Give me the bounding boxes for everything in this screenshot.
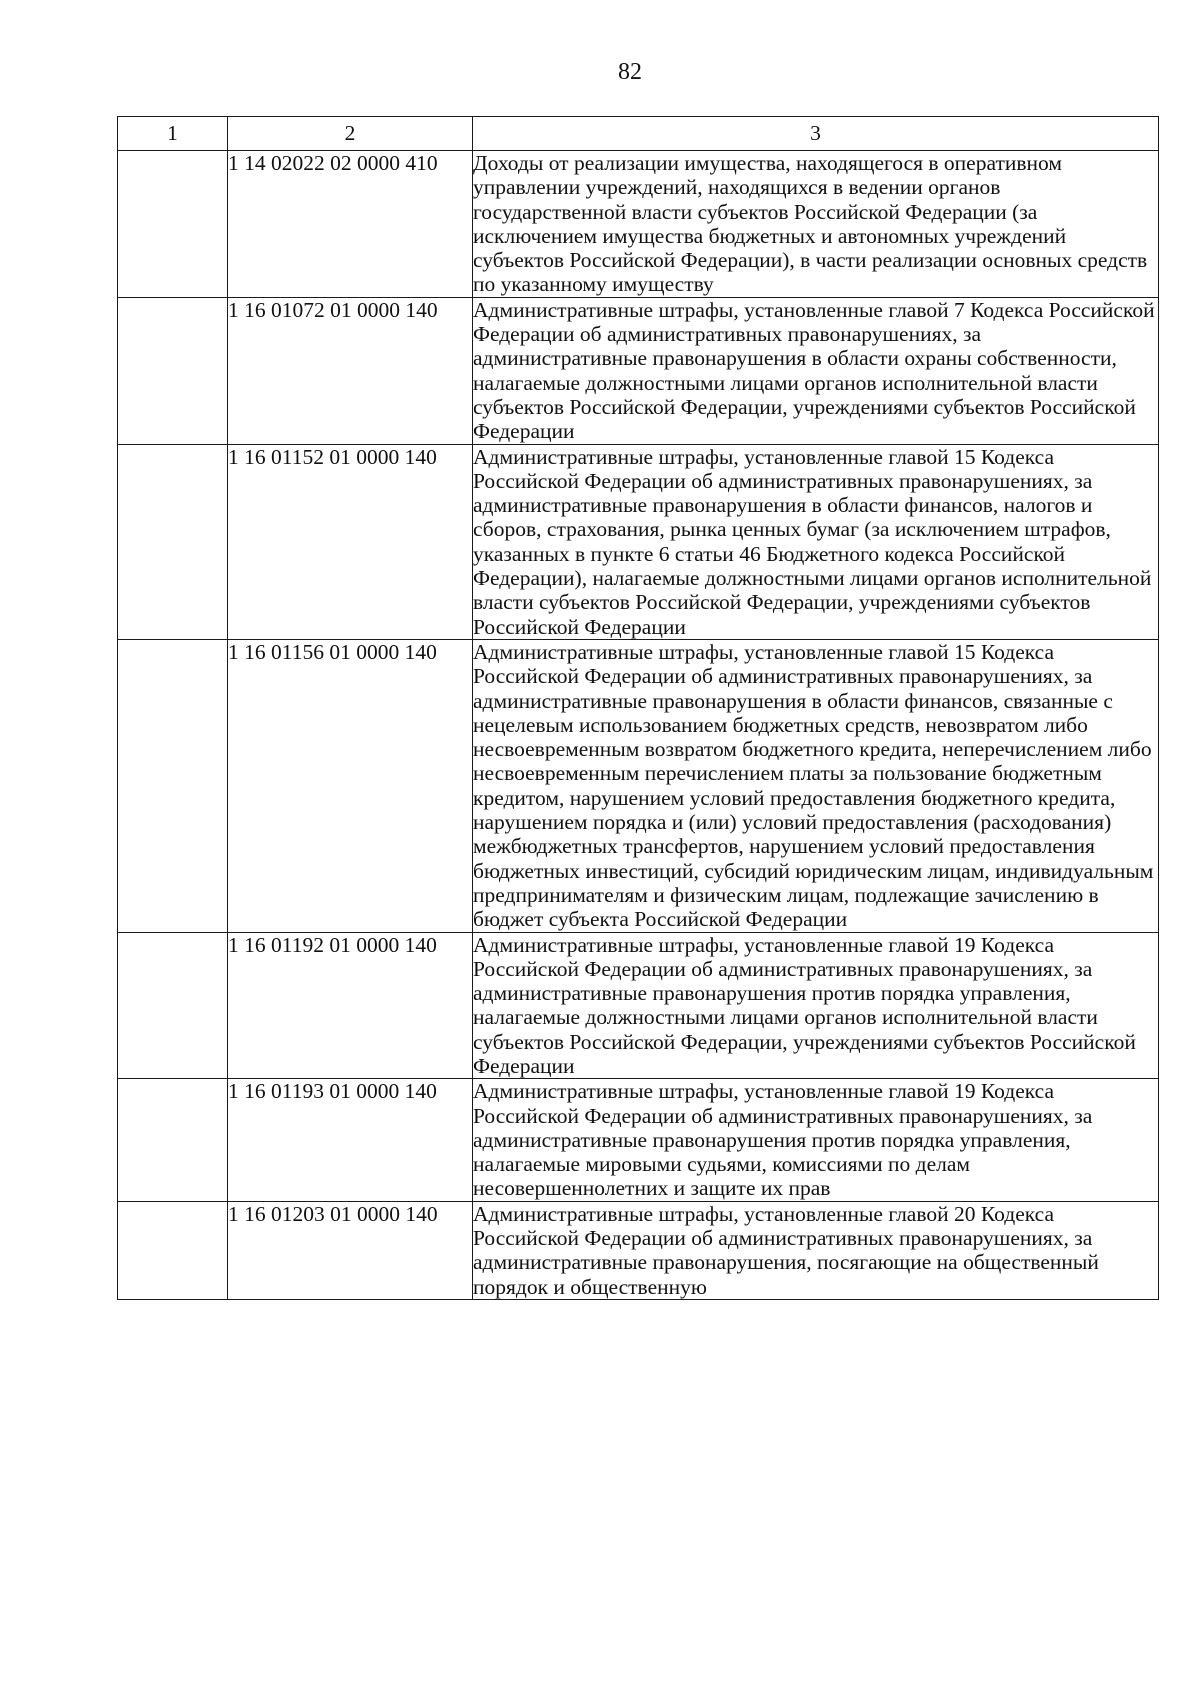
revenue-code: 1 14 02022 02 0000 410 xyxy=(228,151,473,298)
revenue-code: 1 16 01156 01 0000 140 xyxy=(228,639,473,932)
table-row xyxy=(118,297,1159,444)
codes-table xyxy=(117,116,1159,1300)
header-col-1: 1 xyxy=(118,117,228,151)
revenue-description: Административные штрафы, установленные главой 20 Кодекса Российской Федерации об административных правонарушениях, за административные правонарушения, посягающие на общественный порядок и общественную xyxy=(473,1201,1159,1299)
row-col-1 xyxy=(118,1201,228,1299)
revenue-description: Административные штрафы, установленные главой 19 Кодекса Российской Федерации об административных правонарушениях, за административные правонарушения против порядка управления, налагаемые должностными лицами органов исполнительной власти субъектов Российской Федерации, учреждениями субъектов Российской Федерации xyxy=(473,932,1159,1079)
header-col-3: 3 xyxy=(473,117,1159,151)
revenue-description: Административные штрафы, установленные главой 19 Кодекса Российской Федерации об административных правонарушениях, за административные правонарушения против порядка управления, налагаемые мировыми судьями, комиссиями по делам несовершеннолетних и защите их прав xyxy=(473,1079,1159,1201)
revenue-code: 1 16 01072 01 0000 140 xyxy=(228,297,473,444)
table-row xyxy=(118,151,1159,298)
row-col-1 xyxy=(118,1079,228,1201)
revenue-code: 1 16 01152 01 0000 140 xyxy=(228,444,473,639)
table-row xyxy=(118,932,1159,1079)
revenue-code: 1 16 01192 01 0000 140 xyxy=(228,932,473,1079)
revenue-description: Административные штрафы, установленные главой 15 Кодекса Российской Федерации об административных правонарушениях, за административные правонарушения в области финансов, налогов и сборов, страхования, рынка ценных бумаг (за исключением штрафов, указанных в пункте 6 статьи 46 Бюджетного кодекса Российской Федерации), налагаемые должностными лицами органов исполнительной власти субъектов Российской Федерации, учреждениями субъектов Российской Федерации xyxy=(473,444,1159,639)
revenue-code: 1 16 01203 01 0000 140 xyxy=(228,1201,473,1299)
table-row xyxy=(118,1079,1159,1201)
row-col-1 xyxy=(118,297,228,444)
revenue-description: Административные штрафы, установленные главой 15 Кодекса Российской Федерации об административных правонарушениях, за административные правонарушения в области финансов, связанные с нецелевым использованием бюджетных средств, невозвратом либо несвоевременным возвратом бюджетного кредита, неперечислением либо несвоевременным перечислением платы за пользование бюджетным кредитом, нарушением условий предоставления бюджетного кредита, нарушением порядка и (или) условий предоставления (расходования) межбюджетных трансфертов, нарушением условий предоставления бюджетных инвестиций, субсидий юридическим лицам, индивидуальным предпринимателям и физическим лицам, подлежащие зачислению в бюджет субъекта Российской Федерации xyxy=(473,639,1159,932)
table-header-row xyxy=(118,117,1159,151)
table-row xyxy=(118,444,1159,639)
header-col-2: 2 xyxy=(228,117,473,151)
table-row xyxy=(118,639,1159,932)
row-col-1 xyxy=(118,151,228,298)
row-col-1 xyxy=(118,932,228,1079)
revenue-code: 1 16 01193 01 0000 140 xyxy=(228,1079,473,1201)
revenue-description: Доходы от реализации имущества, находящегося в оперативном управлении учреждений, находящихся в ведении органов государственной власти субъектов Российской Федерации (за исключением имущества бюджетных и автономных учреждений субъектов Российской Федерации), в части реализации основных средств по указанному имуществу xyxy=(473,151,1159,298)
table-row xyxy=(118,1201,1159,1299)
row-col-1 xyxy=(118,639,228,932)
row-col-1 xyxy=(118,444,228,639)
revenue-description: Административные штрафы, установленные главой 7 Кодекса Российской Федерации об административных правонарушениях, за административные правонарушения в области охраны собственности, налагаемые должностными лицами органов исполнительной власти субъектов Российской Федерации, учреждениями субъектов Российской Федерации xyxy=(473,297,1159,444)
page-number: 82 xyxy=(618,59,642,85)
